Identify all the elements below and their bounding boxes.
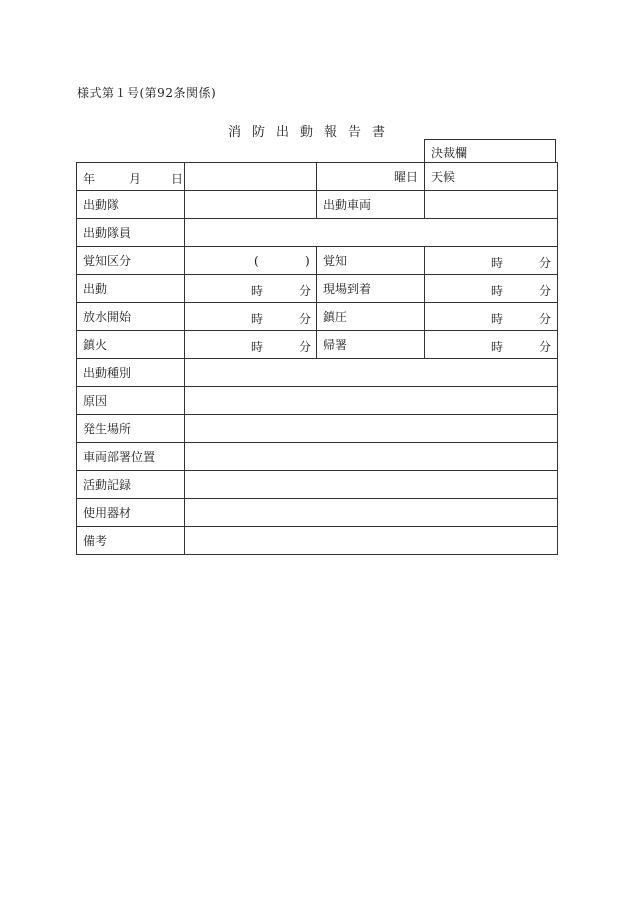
dispatch-vehicle-field[interactable] [425, 191, 558, 219]
notice-type-field[interactable] [185, 247, 317, 275]
date-value-cell[interactable] [185, 163, 317, 191]
dispatch-kind-row [77, 359, 558, 387]
dispatch-time-field[interactable] [185, 275, 317, 303]
date-cell[interactable] [77, 163, 185, 191]
notice-label: 覚知 [317, 247, 425, 275]
year-label: 年 [83, 172, 96, 186]
dispatch-row [77, 275, 558, 303]
suppression-label: 鎮圧 [317, 303, 425, 331]
page-title: 消防出動報告書 [228, 125, 397, 140]
equipment-used-row [77, 499, 558, 527]
vehicle-position-label: 車両部署位置 [77, 443, 185, 471]
approval-box [424, 139, 556, 162]
water-start-label: 放水開始 [77, 303, 185, 331]
weekday-cell[interactable] [317, 163, 425, 191]
remarks-row [77, 527, 558, 555]
water-start-row [77, 303, 558, 331]
extinguished-row [77, 331, 558, 359]
hour-label: 時 [491, 312, 504, 326]
month-label: 月 [129, 172, 142, 186]
approval-label: 決裁欄 [431, 146, 468, 160]
hour-label: 時 [251, 312, 264, 326]
minute-label: 分 [539, 340, 552, 354]
paren-close: ) [305, 254, 310, 268]
notice-time-field[interactable] [425, 247, 558, 275]
dispatch-vehicle-label: 出動車両 [317, 191, 425, 219]
minute-label: 分 [299, 340, 312, 354]
dispatch-unit-field[interactable] [185, 191, 317, 219]
hour-label: 時 [491, 256, 504, 270]
minute-label: 分 [299, 312, 312, 326]
dispatch-kind-field[interactable] [185, 359, 558, 387]
cause-row [77, 387, 558, 415]
paren-open: ( [254, 254, 259, 268]
hour-label: 時 [251, 340, 264, 354]
location-label: 発生場所 [77, 415, 185, 443]
cause-label: 原因 [77, 387, 185, 415]
vehicle-position-row [77, 443, 558, 471]
minute-label: 分 [539, 256, 552, 270]
notice-type-label: 覚知区分 [77, 247, 185, 275]
suppression-time-field[interactable] [425, 303, 558, 331]
arrival-label: 現場到着 [317, 275, 425, 303]
arrival-time-field[interactable] [425, 275, 558, 303]
activity-record-row [77, 471, 558, 499]
notice-row [77, 247, 558, 275]
dispatch-label: 出動 [77, 275, 185, 303]
form-reference: 様式第１号(第92条関係) [77, 86, 217, 100]
dispatch-members-row [77, 219, 558, 247]
cause-field[interactable] [185, 387, 558, 415]
hour-label: 時 [491, 340, 504, 354]
water-start-time-field[interactable] [185, 303, 317, 331]
location-row [77, 415, 558, 443]
date-row [77, 163, 558, 191]
minute-label: 分 [539, 284, 552, 298]
remarks-field[interactable] [185, 527, 558, 555]
dispatch-members-label: 出動隊員 [77, 219, 185, 247]
minute-label: 分 [539, 312, 552, 326]
return-label: 帰署 [317, 331, 425, 359]
hour-label: 時 [251, 284, 264, 298]
extinguished-time-field[interactable] [185, 331, 317, 359]
dispatch-kind-label: 出動種別 [77, 359, 185, 387]
equipment-used-label: 使用器材 [77, 499, 185, 527]
dispatch-unit-label: 出動隊 [77, 191, 185, 219]
remarks-label: 備考 [77, 527, 185, 555]
weekday-label: 曜日 [393, 170, 418, 184]
activity-record-label: 活動記録 [77, 471, 185, 499]
location-field[interactable] [185, 415, 558, 443]
dispatch-members-field[interactable] [185, 219, 558, 247]
report-table [76, 162, 558, 555]
equipment-used-field[interactable] [185, 499, 558, 527]
minute-label: 分 [299, 284, 312, 298]
return-time-field[interactable] [425, 331, 558, 359]
dispatch-unit-row [77, 191, 558, 219]
day-label: 日 [171, 172, 184, 186]
extinguished-label: 鎮火 [77, 331, 185, 359]
hour-label: 時 [491, 284, 504, 298]
activity-record-field[interactable] [185, 471, 558, 499]
vehicle-position-field[interactable] [185, 443, 558, 471]
weather-label: 天候 [431, 170, 456, 184]
weather-cell[interactable] [425, 163, 558, 191]
